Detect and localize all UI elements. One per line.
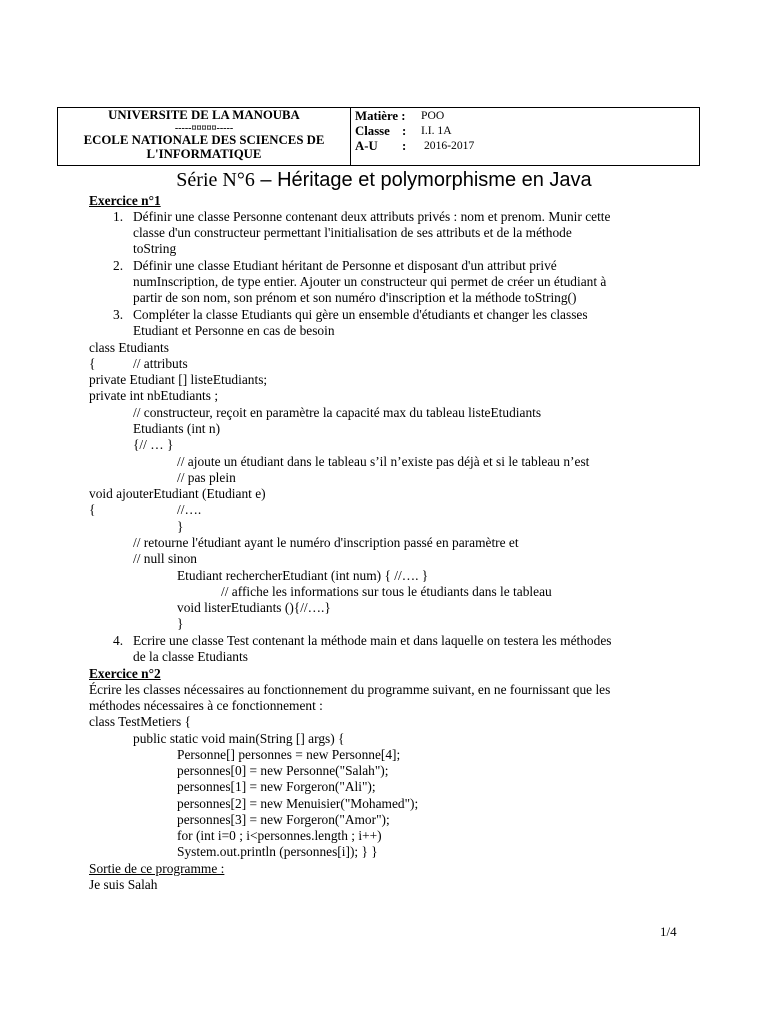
code-line: void ajouterEtudiant (Etudiant e) <box>89 486 266 501</box>
title-subject: – Héritage et polymorphisme en Java <box>254 169 592 191</box>
output-heading: Sortie de ce programme : <box>89 861 225 876</box>
item1-line2: classe d'un constructeur permettant l'initialisation de ses attributs et de la méthode <box>133 225 572 240</box>
code-line: // retourne l'étudiant ayant le numéro d'inscription passé en paramètre et <box>133 535 519 550</box>
item2-line2: numInscription, de type entier. Ajouter un constructeur qui permet de créer un étudiant à <box>133 274 607 289</box>
exercise2-heading: Exercice n°2 <box>89 666 161 681</box>
code-line: // ajoute un étudiant dans le tableau s’il n’existe pas déjà et si le tableau n’est <box>177 454 590 469</box>
page-number: 1/4 <box>660 924 677 939</box>
code-line: // pas plein <box>177 470 236 485</box>
classe-value: I.I. 1A <box>421 124 452 137</box>
classe-colon: : <box>402 124 407 138</box>
code-line: personnes[1] = new Forgeron("Ali"); <box>177 779 376 794</box>
institution-cell <box>58 108 351 165</box>
classe-label: Classe <box>355 124 390 138</box>
item1-number: 1. <box>113 209 124 224</box>
output-line: Je suis Salah <box>89 877 158 892</box>
code-line: // null sinon <box>133 551 197 566</box>
code-line: personnes[2] = new Menuisier("Mohamed"); <box>177 796 419 811</box>
code-line: class TestMetiers { <box>89 714 191 729</box>
item3-number: 3. <box>113 307 124 322</box>
code-line: { <box>89 502 96 517</box>
item4-number: 4. <box>113 633 124 648</box>
classe-row <box>355 124 695 139</box>
code-line: personnes[3] = new Forgeron("Amor"); <box>177 812 390 827</box>
code-line: {// … } <box>133 437 174 452</box>
code-line: for (int i=0 ; i<personnes.length ; i++) <box>177 828 382 843</box>
title-serie: Série N°6 <box>176 169 255 191</box>
exercise2-intro-line1: Écrire les classes nécessaires au fonctionnement du programme suivant, en ne fournissant que les <box>89 682 611 697</box>
item2-line1: Définir une classe Etudiant héritant de Personne et disposant d'un attribut privé <box>133 258 557 273</box>
item1-line1: Définir une classe Personne contenant deux attributs privés : nom et prenom. Munir cette <box>133 209 611 224</box>
item2-number: 2. <box>113 258 124 273</box>
school-name-line2: L'INFORMATIQUE <box>146 146 262 161</box>
code-line: private Etudiant [] listeEtudiants; <box>89 372 268 387</box>
code-line: private int nbEtudiants ; <box>89 388 219 403</box>
au-label: A-U <box>355 139 378 153</box>
au-value: 2016-2017 <box>424 139 475 152</box>
code-line: void listerEtudiants (){//….} <box>177 600 331 615</box>
matiere-value: POO <box>421 109 445 122</box>
matiere-label: Matière : <box>355 109 406 123</box>
header-separator: -----¤¤¤¤¤----- <box>174 122 234 134</box>
code-line: Personne[] personnes = new Personne[4]; <box>177 747 401 762</box>
code-line: } <box>177 519 184 534</box>
school-name-line1: ECOLE NATIONALE DES SCIENCES DE <box>83 132 325 147</box>
exercise1-heading: Exercice n°1 <box>89 193 161 208</box>
item4-line1: Ecrire une classe Test contenant la méthode main et dans laquelle on testera les méthodes <box>133 633 612 648</box>
code-line: } <box>177 616 184 631</box>
code-line: System.out.println (personnes[i]); } } <box>177 844 378 859</box>
code-line: Etudiant rechercherEtudiant (int num) { //…. } <box>177 568 429 583</box>
code-line: personnes[0] = new Personne("Salah"); <box>177 763 389 778</box>
page-title <box>0 168 768 192</box>
item3-line1: Compléter la classe Etudiants qui gère un ensemble d'étudiants et changer les classes <box>133 307 588 322</box>
code-line: Etudiants (int n) <box>133 421 221 436</box>
code-line: class Etudiants <box>89 340 169 355</box>
university-name: UNIVERSITE DE LA MANOUBA <box>108 108 300 122</box>
header-table <box>57 107 700 166</box>
code-line: //…. <box>177 502 202 517</box>
code-line: { <box>89 356 96 371</box>
item1-line3: toString <box>133 241 177 256</box>
au-colon: : <box>402 139 407 153</box>
code-line: public static void main(String [] args) { <box>133 731 345 746</box>
matiere-row <box>355 109 695 124</box>
au-row <box>355 139 695 154</box>
code-line: // constructeur, reçoit en paramètre la capacité max du tableau listeEtudiants <box>133 405 542 420</box>
code-line: // affiche les informations sur tous le étudiants dans le tableau <box>221 584 552 599</box>
item3-line2: Etudiant et Personne en cas de besoin <box>133 323 335 338</box>
item4-line2: de la classe Etudiants <box>133 649 248 664</box>
course-info-cell <box>355 109 695 154</box>
exercise2-intro-line2: méthodes nécessaires à ce fonctionnement : <box>89 698 323 713</box>
item2-line3: partir de son nom, son prénom et son numéro d'inscription et la méthode toString() <box>133 290 577 305</box>
code-line: // attributs <box>133 356 188 371</box>
